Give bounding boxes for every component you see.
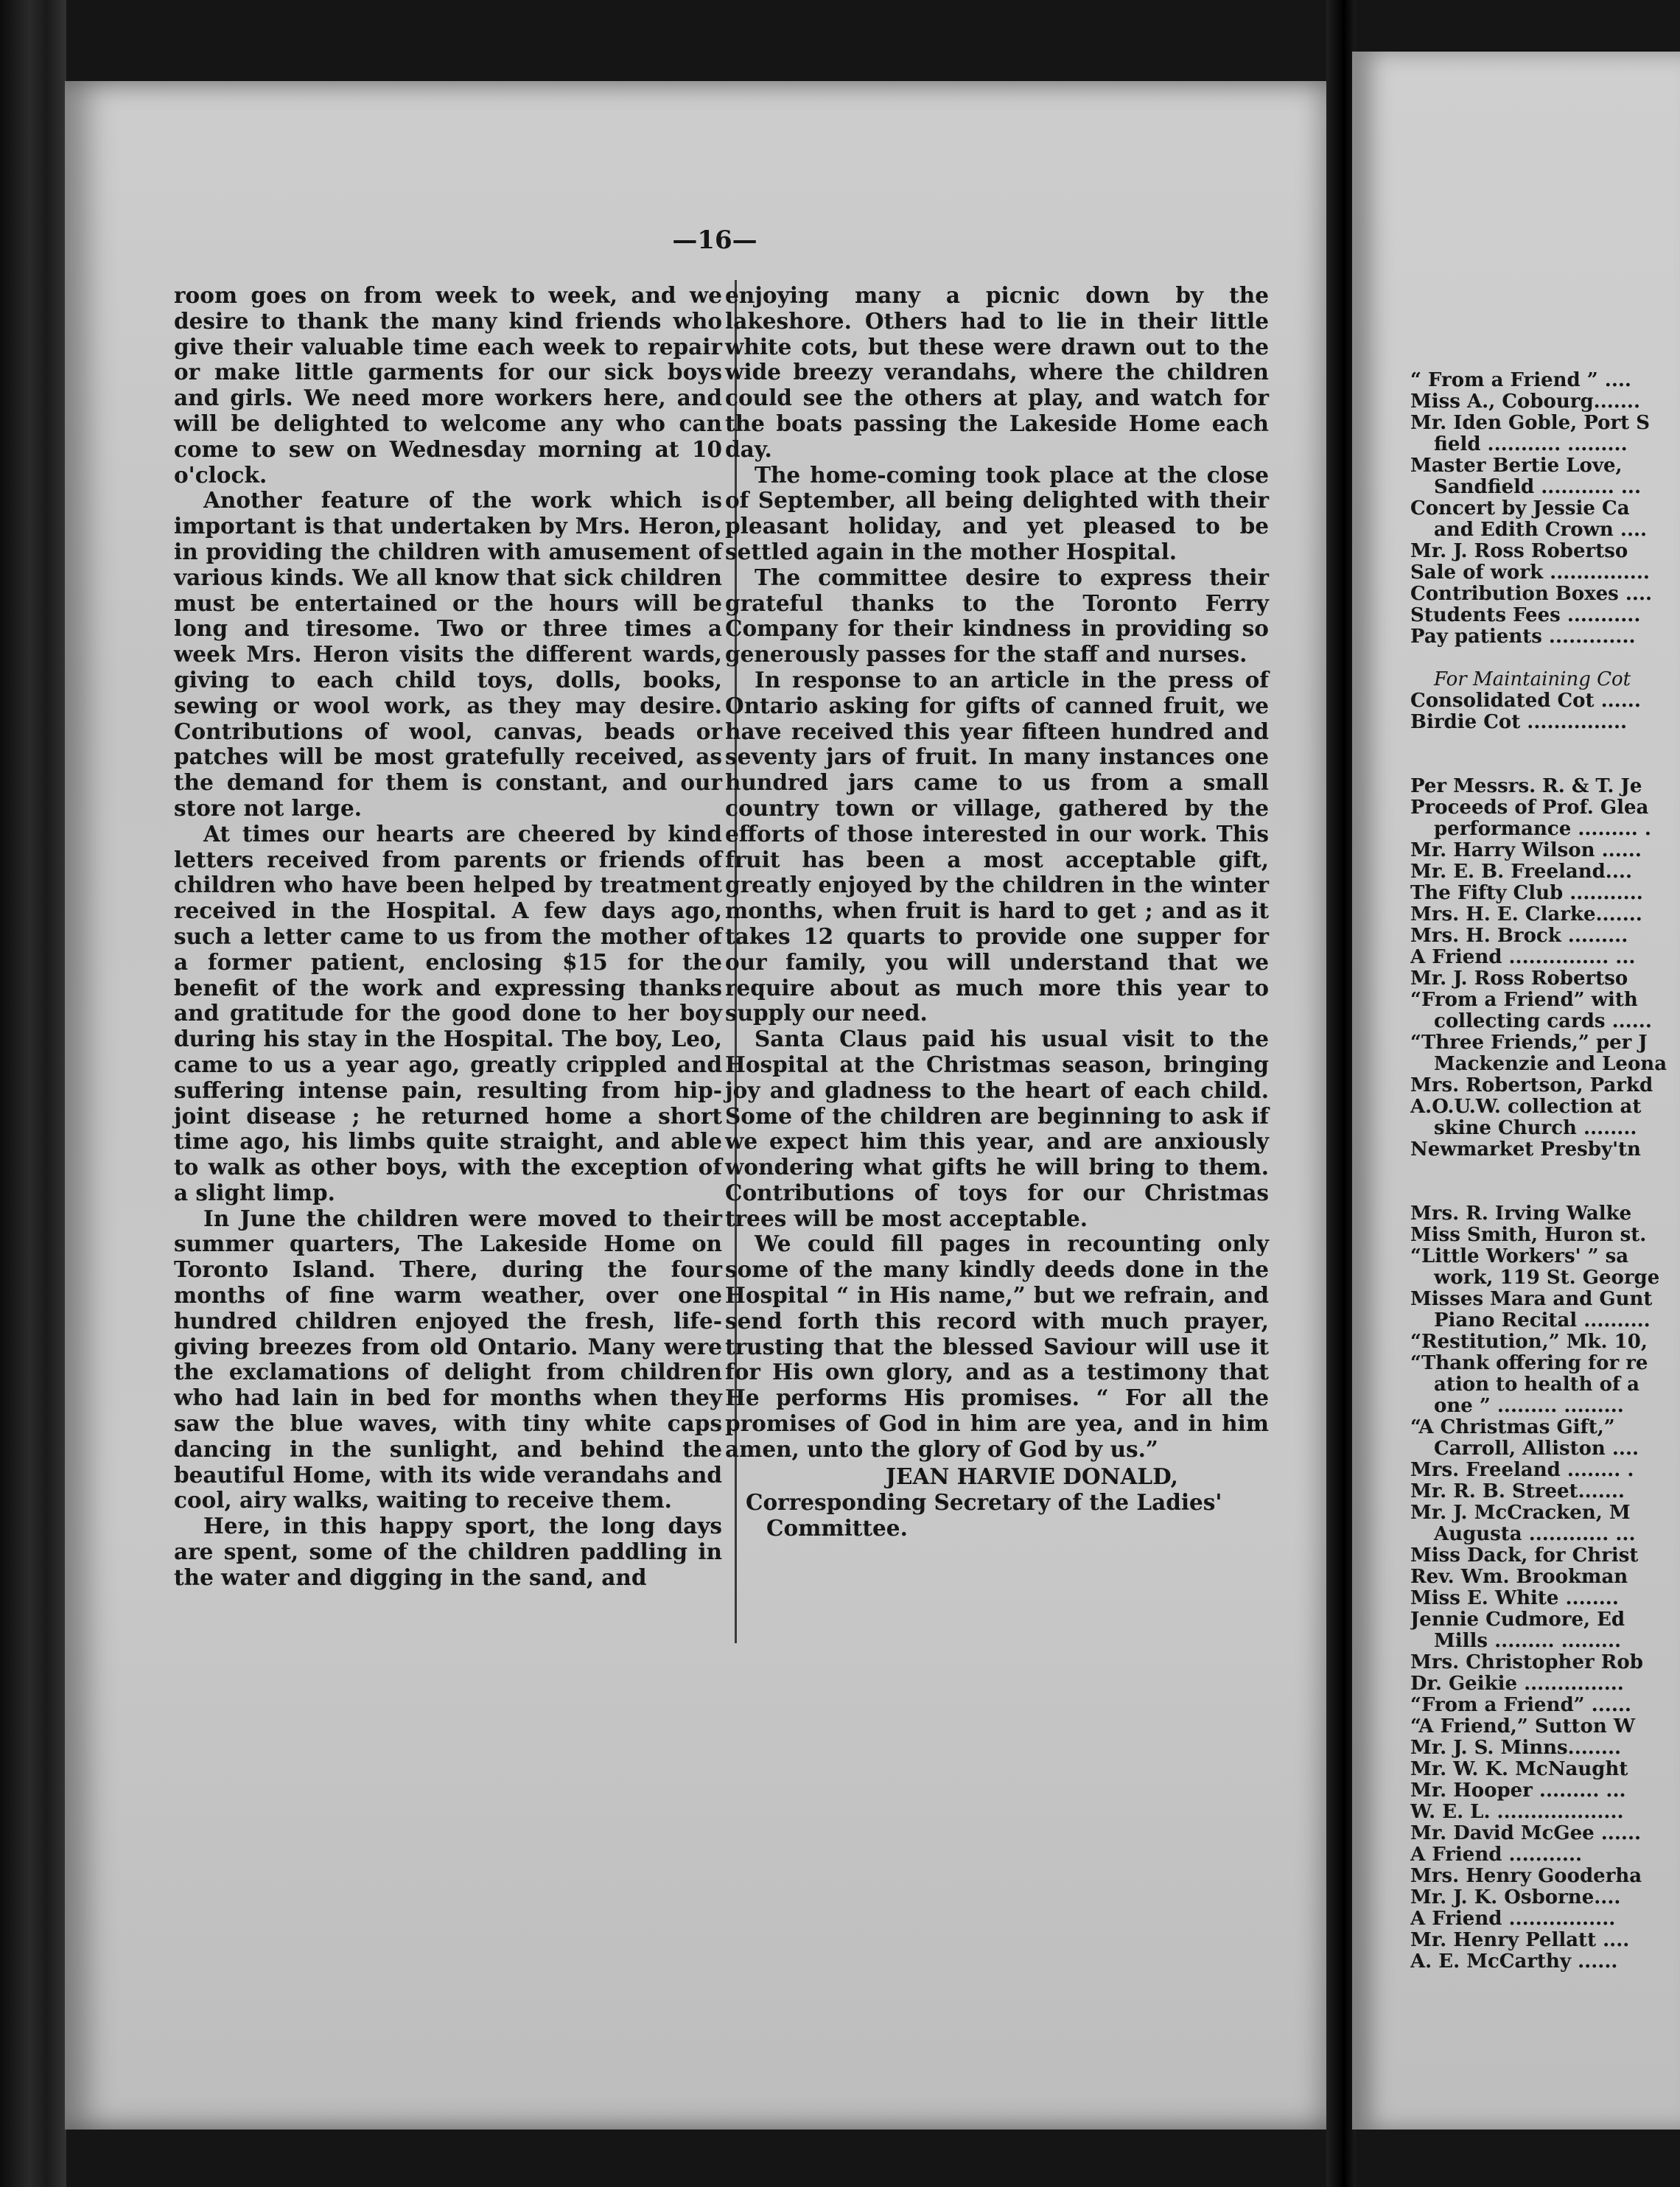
list-heading: For Maintaining Cot: [1434, 668, 1631, 690]
page-number: —16—: [672, 225, 757, 255]
list-item: Miss Dack, for Christ: [1410, 1544, 1639, 1567]
paragraph: We could fill pages in recounting only some of the many kindly deeds done in the Hospital “ in His name,” but we refrain, and send forth this record with much prayer, trusting that the blessed Saviour will use it for His own glory, and as a testimony that He performs His promises. “ For all the promises of God in him are yea, and in him amen, unto the glory of God by us.”: [725, 1231, 1269, 1462]
list-item: collecting cards ......: [1434, 1010, 1652, 1032]
list-spacer: [1410, 733, 1680, 776]
list-item: Mr. Hooper ......... ...: [1410, 1780, 1626, 1802]
list-item: A Friend ............... ...: [1410, 946, 1636, 968]
list-item: work, 119 St. George: [1434, 1267, 1660, 1289]
list-item: “From a Friend” ......: [1410, 1694, 1631, 1716]
paragraph: Here, in this happy sport, the long days are spent, some of the children paddling in the water and digging in the sand, and: [174, 1513, 722, 1590]
list-item: Mrs. H. E. Clarke.......: [1410, 903, 1642, 925]
list-item: Mr. J. Ross Robertso: [1410, 967, 1628, 990]
list-item: Sandfield ........... ...: [1434, 476, 1642, 498]
paragraph: In response to an article in the press of Ontario asking for gifts of canned fruit, we have received this year fifteen hundred and seventy jars of fruit. In many instances one hundred jars came to us from a small country town or village, gathered by the efforts of those interested in our work. This fruit has been a most acceptable gift, greatly enjoyed by the children in the winter months, when fruit is hard to get ; and as it takes 12 quarts to provide one supper for our family, you will understand that we require about as much more this year to supply our need.: [725, 666, 1269, 1026]
list-item: ation to health of a: [1434, 1374, 1639, 1396]
left-text-column: [174, 283, 722, 1591]
signature-role: Corresponding Secretary of the Ladies': [746, 1488, 1222, 1515]
list-item: and Edith Crown ....: [1434, 519, 1648, 541]
list-item: Mr. David McGee ......: [1410, 1822, 1642, 1844]
signature-name: JEAN HARVIE DONALD,: [886, 1463, 1178, 1489]
signature-role-continued: Committee.: [766, 1514, 908, 1541]
list-item: “A Christmas Gift,”: [1410, 1416, 1615, 1438]
list-item: Students Fees ...........: [1410, 604, 1641, 626]
list-item: A.O.U.W. collection at: [1410, 1096, 1642, 1118]
list-item: “Little Workers' ” sa: [1410, 1245, 1629, 1267]
list-item: Augusta ............ ...: [1434, 1523, 1636, 1545]
list-item: Birdie Cot ...............: [1410, 711, 1628, 733]
list-item: Mr. E. B. Freeland....: [1410, 861, 1632, 883]
list-item: Piano Recital ..........: [1434, 1309, 1651, 1332]
list-item: Mr. Iden Goble, Port S: [1410, 412, 1651, 434]
right-text-column: [725, 283, 1269, 1463]
list-item: Mills ......... .........: [1434, 1630, 1622, 1652]
list-item: one ” ......... .........: [1434, 1395, 1624, 1417]
list-spacer: [1410, 648, 1680, 669]
list-item: “A Friend,” Sutton W: [1410, 1715, 1636, 1738]
list-item: “From a Friend” with: [1410, 989, 1638, 1011]
paragraph: The committee desire to express their grateful thanks to the Toronto Ferry Company for their kindness in providing so generously passes for the staff and nurses.: [725, 564, 1269, 668]
list-item: Miss A., Cobourg.......: [1410, 391, 1641, 413]
list-item: Newmarket Presby'tn: [1410, 1138, 1641, 1161]
paragraph: At times our hearts are cheered by kind letters received from parents or friends of children who have been helped by treatment received in the Hospital. A few days ago, such a letter came to us from the mother of a former patient, enclosing $15 for the benefit of the work and expressing thanks and gratitude for the good done to her boy during his stay in the Hospital. The boy, Leo, came to us a year ago, greatly crippled and suffering intense pain, resulting from hip-joint disease ; he returned home a short time ago, his limbs quite straight, and able to walk as other boys, with the exception of a slight limp.: [174, 820, 722, 1206]
list-item: Miss Smith, Huron st.: [1410, 1224, 1647, 1246]
list-item: A Friend ................: [1410, 1908, 1616, 1930]
list-item: A Friend ...........: [1410, 1844, 1583, 1866]
list-item: Mr. J. Ross Robertso: [1410, 540, 1628, 562]
paragraph: The home-coming took place at the close of September, all being delighted with their pleasant holiday, and yet pleased to be settled again in the mother Hospital.: [725, 461, 1269, 564]
list-item: “Restitution,” Mk. 10,: [1410, 1331, 1648, 1353]
list-item: Mr. Harry Wilson ......: [1410, 839, 1642, 861]
list-item: Proceeds of Prof. Glea: [1410, 797, 1649, 819]
list-item: Pay patients .............: [1410, 626, 1636, 648]
list-item: Mrs. Christopher Rob: [1410, 1651, 1643, 1673]
paragraph: In June the children were moved to their summer quarters, The Lakeside Home on Toronto Island. There, during the four months of fine warm weather, over one hundred children enjoyed the fresh, life-giving breezes from old Ontario. Many were the exclamations of delight from children who had lain in bed for months when they saw the blue waves, with tiny white caps dancing in the sunlight, and behind the beautiful Home, with its wide verandahs and cool, airy walks, waiting to receive them.: [174, 1205, 722, 1514]
book-spine-edge: [0, 0, 66, 2187]
list-item: A. E. McCarthy ......: [1410, 1950, 1618, 1973]
list-item: “ From a Friend ” ....: [1410, 370, 1631, 391]
list-item: Per Messrs. R. & T. Je: [1410, 775, 1642, 797]
list-item: Consolidated Cot ......: [1410, 690, 1641, 712]
list-item: The Fifty Club ...........: [1410, 882, 1643, 904]
list-spacer: [1410, 1161, 1680, 1203]
list-item: Mrs. Henry Gooderha: [1410, 1865, 1642, 1887]
list-item: “Thank offering for re: [1410, 1352, 1648, 1374]
page-gutter: [1326, 0, 1356, 2187]
paragraph: Santa Claus paid his usual visit to the Hospital at the Christmas season, bringing joy and gladness to the heart of each child. Some of the children are beginning to ask if we expect him this year, and are anxiously wondering what gifts he will bring to them. Contributions of toys for our Christmas trees will be most acceptable.: [725, 1026, 1269, 1231]
list-item: Mr. J. K. Osborne....: [1410, 1886, 1621, 1908]
list-item: Mrs. R. Irving Walke: [1410, 1203, 1632, 1225]
list-item: skine Church ........: [1434, 1117, 1637, 1139]
list-item: Mackenzie and Leona: [1434, 1053, 1667, 1075]
list-item: Mr. Henry Pellatt ....: [1410, 1929, 1630, 1951]
list-item: field ........... .........: [1434, 433, 1628, 455]
list-item: Misses Mara and Gunt: [1410, 1288, 1653, 1310]
list-item: Mrs. Freeland ........ .: [1410, 1459, 1634, 1481]
list-item: Mr. J. S. Minns........: [1410, 1737, 1622, 1759]
list-item: Mr. R. B. Street.......: [1410, 1480, 1625, 1502]
paragraph: enjoying many a picnic down by the lakeshore. Others had to lie in their little white cots, but these were drawn out to the wide breezy verandahs, where the children could see the others at play, and watch for the boats passing the Lakeside Home each day.: [725, 282, 1269, 462]
subscription-list: [1410, 370, 1680, 1973]
list-item: “Three Friends,” per J: [1410, 1032, 1648, 1054]
paragraph: Another feature of the work which is important is that undertaken by Mrs. Heron, in providing the children with amusement of various kinds. We all know that sick children must be entertained or the hours will be long and tiresome. Two or three times a week Mrs. Heron visits the different wards, giving to each child toys, dolls, books, sewing or wool work, as they may desire. Contributions of wool, canvas, beads or patches will be most gratefully received, as the demand for them is constant, and our store not large.: [174, 487, 722, 821]
list-item: Mrs. H. Brock .........: [1410, 925, 1628, 947]
list-item: performance ......... .: [1434, 818, 1651, 840]
list-item: Mr. W. K. McNaught: [1410, 1758, 1628, 1780]
list-item: Mr. J. McCracken, M: [1410, 1502, 1631, 1524]
list-item: Miss E. White ........: [1410, 1587, 1619, 1609]
paragraph: room goes on from week to week, and we desire to thank the many kind friends who give their valuable time each week to repair or make little garments for our sick boys and girls. We need more workers here, and will be delighted to welcome any who can come to sew on Wednesday morning at 10 o'clock.: [174, 282, 722, 488]
list-item: Mrs. Robertson, Parkd: [1410, 1074, 1653, 1096]
signature-block: [746, 1464, 1276, 1541]
list-item: Concert by Jessie Ca: [1410, 497, 1630, 519]
list-item: Jennie Cudmore, Ed: [1410, 1609, 1625, 1631]
list-item: Sale of work ...............: [1410, 561, 1650, 584]
list-item: Carroll, Alliston ....: [1434, 1438, 1639, 1460]
list-item: Contribution Boxes ....: [1410, 583, 1653, 605]
list-item: Dr. Geikie ...............: [1410, 1673, 1624, 1695]
list-item: Master Bertie Love,: [1410, 455, 1623, 477]
list-item: Rev. Wm. Brookman: [1410, 1566, 1628, 1588]
list-item: W. E. L. ...................: [1410, 1801, 1624, 1823]
